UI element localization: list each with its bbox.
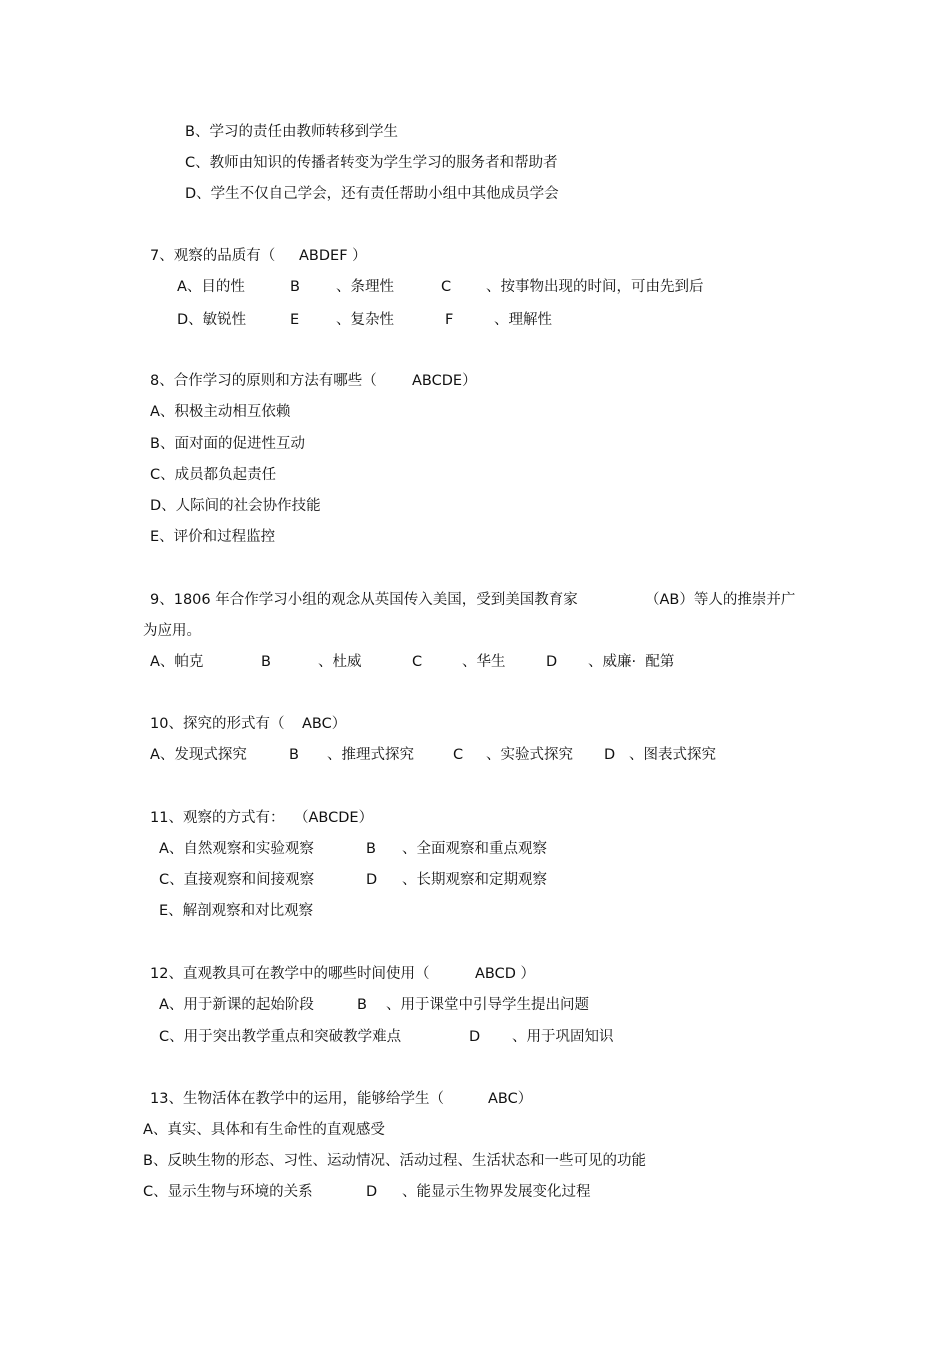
q6-option-b: B、学习的责任由教师转移到学生 <box>185 124 398 140</box>
q7-option-c-letter: C <box>441 279 452 295</box>
q9-option-d-letter: D <box>546 654 558 670</box>
q11-option-d-text: 、长期观察和定期观察 <box>402 872 547 888</box>
q10-option-a: A、发现式探究 <box>150 747 247 763</box>
q7-option-e-text: 、复杂性 <box>336 312 394 328</box>
q10-option-b-text: 、推理式探究 <box>327 747 414 763</box>
q13-option-d-letter: D <box>366 1184 378 1200</box>
q9-option-d-text: 、威廉· 配第 <box>588 654 675 670</box>
q13-option-b: B、反映生物的形态、习性、运动情况、活动过程、生活状态和一些可见的功能 <box>143 1153 646 1169</box>
q7-option-c-text: 、按事物出现的时间，可由先到后 <box>486 279 704 295</box>
q9-option-b-letter: B <box>261 654 271 670</box>
q9-option-c-text: 、华生 <box>462 654 506 670</box>
q7-option-b-letter: B <box>290 279 300 295</box>
q7-question: 7、观察的品质有（ <box>150 248 276 264</box>
q7-option-e-letter: E <box>290 312 300 328</box>
q9-option-a: A、帕克 <box>150 654 204 670</box>
q7-option-a: A、目的性 <box>177 279 245 295</box>
q12-option-c: C、用于突出教学重点和突破教学难点 <box>159 1029 402 1045</box>
q7-option-d: D、敏锐性 <box>177 312 247 328</box>
q10-option-d-letter: D <box>604 747 616 763</box>
q9-answer: （AB）等人的推崇并广 <box>645 592 796 608</box>
q9-option-b-text: 、杜威 <box>318 654 362 670</box>
q11-option-b-text: 、全面观察和重点观察 <box>402 841 547 857</box>
q8-question: 8、合作学习的原则和方法有哪些（ <box>150 373 377 389</box>
q8-answer: ABCDE） <box>412 373 477 389</box>
q11-option-b-letter: B <box>366 841 376 857</box>
q10-option-c-text: 、实验式探究 <box>486 747 573 763</box>
q13-option-c: C、显示生物与环境的关系 <box>143 1184 313 1200</box>
q8-option-b: B、面对面的促进性互动 <box>150 436 305 452</box>
q12-option-d-letter: D <box>469 1029 481 1045</box>
q9-option-c-letter: C <box>412 654 423 670</box>
q13-option-a: A、真实、具体和有生命性的直观感受 <box>143 1122 385 1138</box>
q12-option-b-letter: B <box>357 997 367 1013</box>
q12-option-b-text: 、用于课堂中引导学生提出问题 <box>386 997 589 1013</box>
q8-option-c: C、成员都负起责任 <box>150 467 277 483</box>
q12-option-d-text: 、用于巩固知识 <box>512 1029 614 1045</box>
q6-option-c: C、教师由知识的传播者转变为学生学习的服务者和帮助者 <box>185 155 558 171</box>
q11-option-a: A、自然观察和实验观察 <box>159 841 314 857</box>
q12-option-a: A、用于新课的起始阶段 <box>159 997 314 1013</box>
q10-option-c-letter: C <box>453 747 464 763</box>
q12-question: 12、直观教具可在教学中的哪些时间使用（ <box>150 966 430 982</box>
q10-option-b-letter: B <box>289 747 299 763</box>
q11-option-e: E、解剖观察和对比观察 <box>159 903 314 919</box>
q10-option-d-text: 、图表式探究 <box>629 747 716 763</box>
q11-question: 11、观察的方式有： <box>150 810 285 826</box>
q7-option-f-text: 、理解性 <box>494 312 552 328</box>
q13-option-d-text: 、能显示生物界发展变化过程 <box>402 1184 591 1200</box>
q11-answer: （ABCDE） <box>294 810 374 826</box>
q10-question: 10、探究的形式有（ <box>150 716 285 732</box>
q12-answer: ABCD ） <box>475 966 536 982</box>
q7-answer: ABDEF ） <box>299 248 367 264</box>
q13-question: 13、生物活体在教学中的运用，能够给学生（ <box>150 1091 444 1107</box>
q7-option-b-text: 、条理性 <box>336 279 394 295</box>
q6-option-d: D、学生不仅自己学会，还有责任帮助小组中其他成员学会 <box>185 186 559 202</box>
q8-option-a: A、积极主动相互依赖 <box>150 404 291 420</box>
q13-answer: ABC） <box>488 1091 533 1107</box>
q9-question-continued: 为应用。 <box>143 623 201 639</box>
q8-option-d: D、人际间的社会协作技能 <box>150 498 321 514</box>
q11-option-c: C、直接观察和间接观察 <box>159 872 315 888</box>
q8-option-e: E、评价和过程监控 <box>150 529 276 545</box>
q10-answer: ABC） <box>302 716 347 732</box>
q7-option-f-letter: F <box>445 312 454 328</box>
q9-question: 9、1806 年合作学习小组的观念从英国传入美国，受到美国教育家 <box>150 592 578 608</box>
q11-option-d-letter: D <box>366 872 378 888</box>
